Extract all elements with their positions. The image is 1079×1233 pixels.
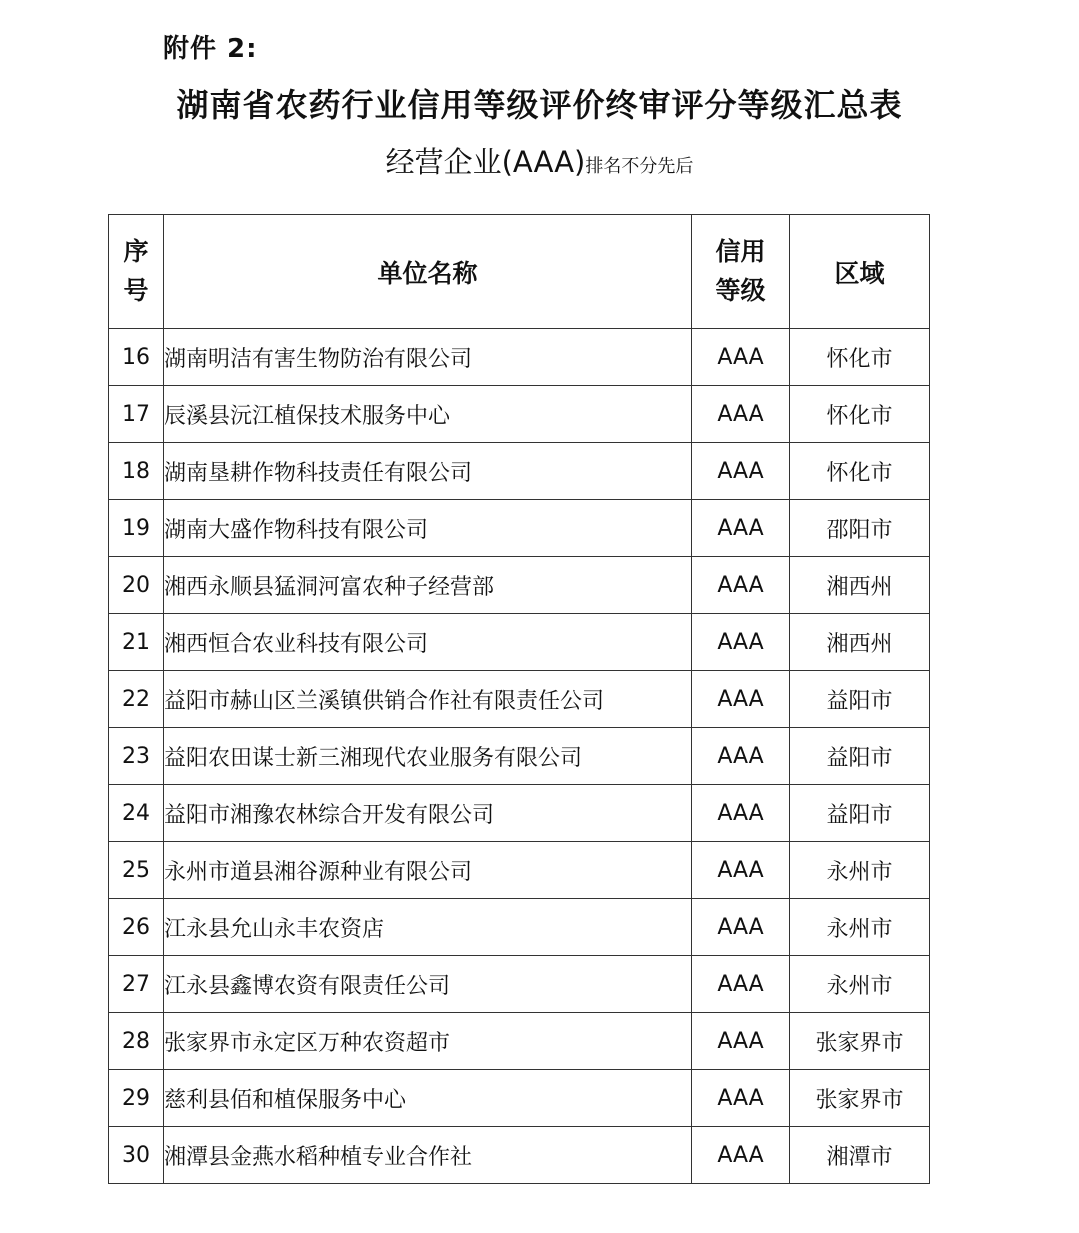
row-region: 怀化市	[790, 386, 930, 443]
row-company-name: 湖南垦耕作物科技责任有限公司	[164, 443, 692, 500]
row-index: 29	[109, 1070, 164, 1127]
row-credit-grade: AAA	[692, 785, 790, 842]
header-index-line2: 号	[123, 275, 149, 305]
row-company-name: 湘潭县金燕水稻种植专业合作社	[164, 1127, 692, 1184]
row-region: 怀化市	[790, 443, 930, 500]
row-region: 益阳市	[790, 671, 930, 728]
row-index: 26	[109, 899, 164, 956]
row-credit-grade: AAA	[692, 614, 790, 671]
row-company-name: 湘西永顺县猛洞河富农种子经营部	[164, 557, 692, 614]
table-row	[109, 386, 930, 443]
row-region: 湘西州	[790, 557, 930, 614]
row-credit-grade: AAA	[692, 386, 790, 443]
table-row	[109, 1070, 930, 1127]
header-grade-line1: 信用	[715, 236, 766, 266]
row-region: 邵阳市	[790, 500, 930, 557]
row-index: 19	[109, 500, 164, 557]
table-row	[109, 614, 930, 671]
row-credit-grade: AAA	[692, 1070, 790, 1127]
table-row	[109, 728, 930, 785]
row-company-name: 张家界市永定区万种农资超市	[164, 1013, 692, 1070]
row-index: 21	[109, 614, 164, 671]
row-company-name: 辰溪县沅江植保技术服务中心	[164, 386, 692, 443]
row-index: 16	[109, 329, 164, 386]
row-index: 20	[109, 557, 164, 614]
row-region: 益阳市	[790, 785, 930, 842]
row-credit-grade: AAA	[692, 443, 790, 500]
row-region: 永州市	[790, 956, 930, 1013]
row-company-name: 江永县允山永丰农资店	[164, 899, 692, 956]
row-index: 24	[109, 785, 164, 842]
table-header-row	[109, 215, 930, 329]
table-row	[109, 443, 930, 500]
row-credit-grade: AAA	[692, 1127, 790, 1184]
row-credit-grade: AAA	[692, 557, 790, 614]
row-credit-grade: AAA	[692, 899, 790, 956]
table-row	[109, 899, 930, 956]
row-company-name: 江永县鑫博农资有限责任公司	[164, 956, 692, 1013]
header-index-line1: 序	[123, 236, 149, 266]
row-index: 30	[109, 1127, 164, 1184]
row-credit-grade: AAA	[692, 500, 790, 557]
row-company-name: 湘西恒合农业科技有限公司	[164, 614, 692, 671]
document-title: 湖南省农药行业信用等级评价终审评分等级汇总表	[176, 86, 903, 124]
header-grade-line2: 等级	[715, 275, 766, 305]
subtitle-note: 排名不分先后	[585, 156, 694, 177]
row-company-name: 永州市道县湘谷源种业有限公司	[164, 842, 692, 899]
row-region: 怀化市	[790, 329, 930, 386]
table-row	[109, 1013, 930, 1070]
header-grade	[692, 215, 790, 329]
table-row	[109, 671, 930, 728]
row-company-name: 益阳市赫山区兰溪镇供销合作社有限责任公司	[164, 671, 692, 728]
row-index: 25	[109, 842, 164, 899]
table-row	[109, 785, 930, 842]
row-index: 28	[109, 1013, 164, 1070]
row-credit-grade: AAA	[692, 329, 790, 386]
row-index: 17	[109, 386, 164, 443]
row-index: 22	[109, 671, 164, 728]
table-row	[109, 557, 930, 614]
row-region: 张家界市	[790, 1070, 930, 1127]
table-row	[109, 842, 930, 899]
table-row	[109, 956, 930, 1013]
table-body	[109, 329, 930, 1184]
header-index	[109, 215, 164, 329]
subtitle-main: 经营企业(AAA)	[385, 145, 586, 179]
row-region: 湘西州	[790, 614, 930, 671]
table-row	[109, 329, 930, 386]
document-subtitle	[0, 140, 1079, 181]
table-row	[109, 500, 930, 557]
row-credit-grade: AAA	[692, 956, 790, 1013]
row-company-name: 益阳农田谋士新三湘现代农业服务有限公司	[164, 728, 692, 785]
table-row	[109, 1127, 930, 1184]
header-name: 单位名称	[164, 215, 692, 329]
row-credit-grade: AAA	[692, 842, 790, 899]
row-index: 27	[109, 956, 164, 1013]
row-credit-grade: AAA	[692, 728, 790, 785]
row-company-name: 慈利县佰和植保服务中心	[164, 1070, 692, 1127]
row-credit-grade: AAA	[692, 671, 790, 728]
row-region: 湘潭市	[790, 1127, 930, 1184]
row-company-name: 湖南大盛作物科技有限公司	[164, 500, 692, 557]
header-region: 区域	[790, 215, 930, 329]
row-company-name: 益阳市湘豫农林综合开发有限公司	[164, 785, 692, 842]
row-region: 益阳市	[790, 728, 930, 785]
row-index: 18	[109, 443, 164, 500]
row-company-name: 湖南明洁有害生物防治有限公司	[164, 329, 692, 386]
row-region: 永州市	[790, 842, 930, 899]
row-region: 张家界市	[790, 1013, 930, 1070]
row-credit-grade: AAA	[692, 1013, 790, 1070]
summary-table	[108, 214, 930, 1184]
attachment-label: 附件 2:	[163, 34, 258, 64]
row-region: 永州市	[790, 899, 930, 956]
row-index: 23	[109, 728, 164, 785]
